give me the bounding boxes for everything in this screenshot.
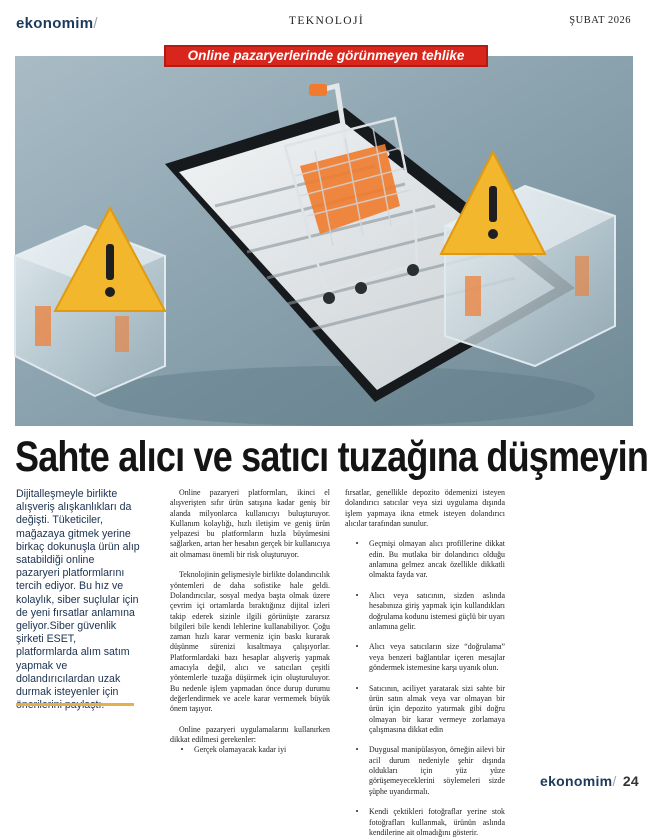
page-header [0, 0, 653, 40]
paragraph: fırsatlar, genellikle depozito ödemenizi isteyen dolandırıcı satıcılar veya sizi uygulama dışında işlem yapmaya ikna etmek isteyen dolandırıcı alıcılar tarafından sunulur. [345, 488, 505, 528]
paragraph: Online pazaryeri uygulamalarını kullanırken dikkat edilmesi gerekenler: [170, 724, 330, 745]
article-title: Sahte alıcı ve satıcı tuzağına düşmeyin [15, 432, 649, 481]
list-item: • Alıcı veya satıcının, sizden aslında hesabınıza giriş yapmak için kullandıkları doğrulama kodunu istemesi güçlü bir uyarı anlamına gelir. [355, 590, 505, 631]
hero-illustration [15, 56, 633, 426]
headline-tag: Online pazaryerlerinde görünmeyen tehlike [164, 45, 488, 67]
page-footer: ekonomim/ 24 [539, 773, 639, 789]
list-item: • Gerçek olamayacak kadar iyi [180, 745, 287, 755]
list-item: • Alıcı veya satıcıların size “doğrulama” veya benzeri bağlantılar içeren mesajlar göndermek istemesine karşı uyanık olun. [355, 642, 505, 673]
hero-image [15, 56, 633, 426]
article-column-2 [345, 488, 505, 838]
list-item: • Satıcının, aciliyet yaratarak sizi sahte bir ürün satın almak veya var olmayan bir ürün için depozito yatırmak gibi doğru olmayan bir karar vermeye zorlamaya çalışmasına dikkat edin [355, 683, 505, 734]
article-lead: Dijitalleşmeyle birlikte alışveriş alışkanlıkları da değişti. Tüketiciler, mağazaya gitmek yerine birkaç dokunuşla ürün alıp satabildiği online pazaryeri platformlarını tercih ediyor. Bu hız ve kolaylık, siber suçlular için de yeni fırsatlar anlamına geliyor.Siber güvenlik şirketi ESET, platformlarda alım satım yapmak ve dolandırıcılardan uzak durmak isteyenler için [16, 488, 140, 699]
issue-date: ŞUBAT 2026 [569, 15, 631, 26]
page-number: 24 [622, 773, 639, 789]
lead-divider [16, 703, 134, 706]
magazine-logo[interactable]: ekonomim/ [16, 15, 98, 32]
list-item: • Duygusal manipülasyon, örneğin ailevi bir acil durum nedeniyle şehir dışında oldukları için yüz yüze görüşemeyeceklerini söylemeleri sizde şüphe uyandırmalı. [355, 745, 505, 796]
paragraph: Teknolojinin gelişmesiyle birlikte dolandırıcılık yöntemleri de daha sofistike hale geldi. Dolandırıcılar, sosyal medya başta olmak üzere çevrim içi ortamlarda bıraktığınız dijital izleri takip ederek sizinle ilgili görünüşte zararsız bilgileri bile kendi lehlerine kullanabiliyor. Çoğu zaman hızlı karar vermeniz için baskı kurarak düşünme sürenizi kısaltmaya çalışıyorlar. Platformlardaki bazı hesaplar alışveriş yapmak amacıyla değil, alıcı ve satıcıları çeşitli yöntemlerle tuzağa düşürmek için oluşturuluyor. Bu nedenle işlem yapmadan önce durup durumu değerlendirmek ve acele karar vermemek büyük önem taşıyor. [170, 570, 330, 714]
footer-logo[interactable]: ekonomim [539, 773, 613, 789]
list-item: • Kendi çektikleri fotoğraflar yerine stok fotoğrafları kullanmak, ürünün aslında kendilerine ait olmadığını gösterir. [355, 807, 505, 837]
list-item: • Geçmişi olmayan alıcı profillerine dikkat edin. Bu mutlaka bir dolandırıcı olduğu anlamına gelmez ancak özellikle dikkatli olmakta fayda var. [355, 539, 505, 580]
section-label: TEKNOLOJİ [288, 15, 365, 27]
article-column-1 [170, 488, 330, 756]
paragraph: Online pazaryeri platformları, ikinci el alışverişten sıfır ürün satışına kadar geniş bir alanda milyonlarca kullanıcıyı buluşturuyor. Kullanım kolaylığı, hızlı iletişim ve geniş ürün yelpazesi bu platformların hızla büyümesini sağlarken, artan her hesabın gerçek bir kullanıcıya ait olmaması önemli bir risk oluşturuyor. [170, 488, 330, 559]
